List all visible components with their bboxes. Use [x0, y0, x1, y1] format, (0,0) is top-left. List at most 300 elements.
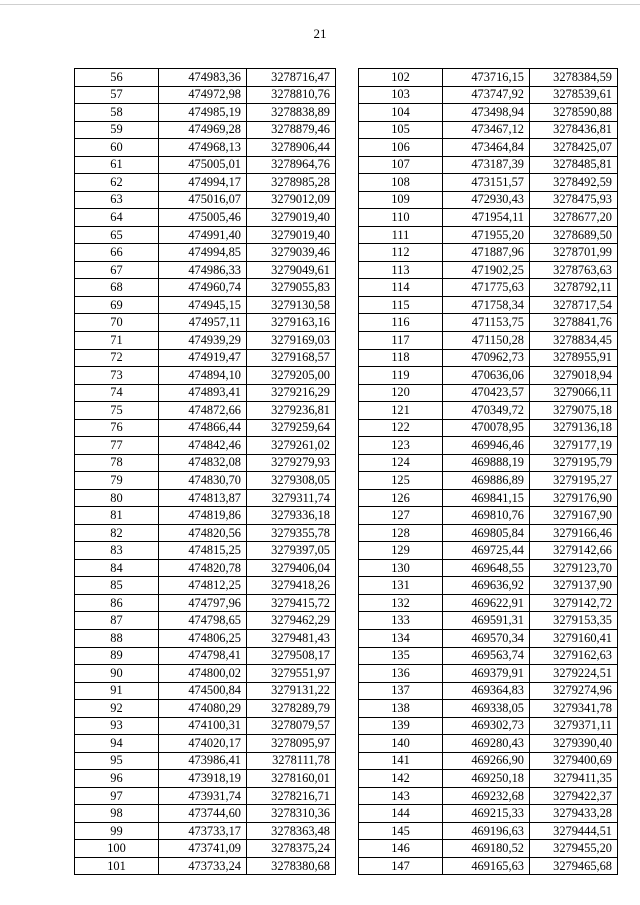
- point-number-cell: 80: [75, 489, 159, 507]
- x-coordinate-cell: 474968,13: [159, 139, 247, 157]
- table-row: [359, 682, 618, 700]
- table-row: [359, 437, 618, 455]
- point-number-cell: 67: [75, 261, 159, 279]
- y-coordinate-cell: 3279019,40: [247, 226, 336, 244]
- y-coordinate-cell: 3279167,90: [530, 507, 618, 525]
- x-coordinate-cell: 473716,15: [443, 69, 530, 87]
- y-coordinate-cell: 3279177,19: [530, 437, 618, 455]
- point-number-cell: 106: [359, 139, 443, 157]
- y-coordinate-cell: 3279433,28: [530, 805, 618, 823]
- point-number-cell: 75: [75, 402, 159, 420]
- table-row: [75, 402, 336, 420]
- x-coordinate-cell: 473151,57: [443, 174, 530, 192]
- x-coordinate-cell: 469888,19: [443, 454, 530, 472]
- x-coordinate-cell: 469570,34: [443, 630, 530, 648]
- y-coordinate-cell: 3278475,93: [530, 191, 618, 209]
- x-coordinate-cell: 470962,73: [443, 349, 530, 367]
- x-coordinate-cell: 474020,17: [159, 735, 247, 753]
- x-coordinate-cell: 474797,96: [159, 594, 247, 612]
- point-number-cell: 131: [359, 577, 443, 595]
- point-number-cell: 128: [359, 524, 443, 542]
- x-coordinate-cell: 471954,11: [443, 209, 530, 227]
- x-coordinate-cell: 474080,29: [159, 700, 247, 718]
- point-number-cell: 104: [359, 104, 443, 122]
- y-coordinate-cell: 3278375,24: [247, 840, 336, 858]
- point-number-cell: 87: [75, 612, 159, 630]
- point-number-cell: 76: [75, 419, 159, 437]
- point-number-cell: 140: [359, 735, 443, 753]
- point-number-cell: 119: [359, 367, 443, 385]
- y-coordinate-cell: 3279422,37: [530, 787, 618, 805]
- x-coordinate-cell: 470636,06: [443, 367, 530, 385]
- x-coordinate-cell: 474842,46: [159, 437, 247, 455]
- y-coordinate-cell: 3278590,88: [530, 104, 618, 122]
- point-number-cell: 93: [75, 717, 159, 735]
- point-number-cell: 124: [359, 454, 443, 472]
- point-number-cell: 95: [75, 752, 159, 770]
- y-coordinate-cell: 3278985,28: [247, 174, 336, 192]
- x-coordinate-cell: 474798,65: [159, 612, 247, 630]
- table-row: [75, 314, 336, 332]
- x-coordinate-cell: 474960,74: [159, 279, 247, 297]
- y-coordinate-cell: 3279130,58: [247, 296, 336, 314]
- y-coordinate-cell: 3279160,41: [530, 630, 618, 648]
- point-number-cell: 82: [75, 524, 159, 542]
- table-row: [75, 594, 336, 612]
- point-number-cell: 89: [75, 647, 159, 665]
- table-row: [75, 840, 336, 858]
- point-number-cell: 85: [75, 577, 159, 595]
- table-row: [359, 770, 618, 788]
- point-number-cell: 139: [359, 717, 443, 735]
- y-coordinate-cell: 3278425,07: [530, 139, 618, 157]
- y-coordinate-cell: 3278964,76: [247, 156, 336, 174]
- x-coordinate-cell: 473464,84: [443, 139, 530, 157]
- y-coordinate-cell: 3278079,57: [247, 717, 336, 735]
- point-number-cell: 118: [359, 349, 443, 367]
- table-row: [75, 524, 336, 542]
- y-coordinate-cell: 3279397,05: [247, 542, 336, 560]
- table-row: [75, 279, 336, 297]
- table-row: [75, 367, 336, 385]
- point-number-cell: 73: [75, 367, 159, 385]
- table-row: [359, 647, 618, 665]
- x-coordinate-cell: 469946,46: [443, 437, 530, 455]
- point-number-cell: 129: [359, 542, 443, 560]
- coordinates-table-right: [358, 68, 618, 875]
- table-row: [75, 700, 336, 718]
- x-coordinate-cell: 469302,73: [443, 717, 530, 735]
- table-row: [359, 156, 618, 174]
- point-number-cell: 57: [75, 86, 159, 104]
- table-row: [75, 489, 336, 507]
- x-coordinate-cell: 474957,11: [159, 314, 247, 332]
- table-row: [359, 822, 618, 840]
- point-number-cell: 132: [359, 594, 443, 612]
- y-coordinate-cell: 3279136,18: [530, 419, 618, 437]
- point-number-cell: 66: [75, 244, 159, 262]
- y-coordinate-cell: 3279418,26: [247, 577, 336, 595]
- point-number-cell: 146: [359, 840, 443, 858]
- y-coordinate-cell: 3278906,44: [247, 139, 336, 157]
- y-coordinate-cell: 3279168,57: [247, 349, 336, 367]
- table-row: [359, 507, 618, 525]
- x-coordinate-cell: 474994,17: [159, 174, 247, 192]
- point-number-cell: 68: [75, 279, 159, 297]
- x-coordinate-cell: 474812,25: [159, 577, 247, 595]
- y-coordinate-cell: 3279465,68: [530, 857, 618, 875]
- table-row: [359, 209, 618, 227]
- table-row: [359, 577, 618, 595]
- x-coordinate-cell: 471887,96: [443, 244, 530, 262]
- table-row: [75, 665, 336, 683]
- table-row: [359, 261, 618, 279]
- x-coordinate-cell: 471153,75: [443, 314, 530, 332]
- y-coordinate-cell: 3279390,40: [530, 735, 618, 753]
- point-number-cell: 126: [359, 489, 443, 507]
- y-coordinate-cell: 3279166,46: [530, 524, 618, 542]
- table-row: [359, 665, 618, 683]
- point-number-cell: 138: [359, 700, 443, 718]
- x-coordinate-cell: 469622,91: [443, 594, 530, 612]
- table-row: [75, 612, 336, 630]
- table-row: [359, 86, 618, 104]
- point-number-cell: 96: [75, 770, 159, 788]
- table-row: [359, 700, 618, 718]
- y-coordinate-cell: 3278310,36: [247, 805, 336, 823]
- y-coordinate-cell: 3279259,64: [247, 419, 336, 437]
- x-coordinate-cell: 474830,70: [159, 472, 247, 490]
- point-number-cell: 100: [75, 840, 159, 858]
- point-number-cell: 86: [75, 594, 159, 612]
- point-number-cell: 81: [75, 507, 159, 525]
- x-coordinate-cell: 475005,46: [159, 209, 247, 227]
- point-number-cell: 77: [75, 437, 159, 455]
- x-coordinate-cell: 469725,44: [443, 542, 530, 560]
- y-coordinate-cell: 3278539,61: [530, 86, 618, 104]
- x-coordinate-cell: 473747,92: [443, 86, 530, 104]
- table-row: [75, 805, 336, 823]
- y-coordinate-cell: 3279039,46: [247, 244, 336, 262]
- y-coordinate-cell: 3279049,61: [247, 261, 336, 279]
- y-coordinate-cell: 3279279,93: [247, 454, 336, 472]
- y-coordinate-cell: 3278436,81: [530, 121, 618, 139]
- point-number-cell: 71: [75, 331, 159, 349]
- table-row: [75, 261, 336, 279]
- point-number-cell: 83: [75, 542, 159, 560]
- table-row: [359, 419, 618, 437]
- point-number-cell: 64: [75, 209, 159, 227]
- x-coordinate-cell: 469266,90: [443, 752, 530, 770]
- x-coordinate-cell: 469215,33: [443, 805, 530, 823]
- y-coordinate-cell: 3279371,11: [530, 717, 618, 735]
- table-row: [75, 454, 336, 472]
- x-coordinate-cell: 471150,28: [443, 331, 530, 349]
- x-coordinate-cell: 473744,60: [159, 805, 247, 823]
- point-number-cell: 110: [359, 209, 443, 227]
- y-coordinate-cell: 3278095,97: [247, 735, 336, 753]
- x-coordinate-cell: 469805,84: [443, 524, 530, 542]
- x-coordinate-cell: 474872,66: [159, 402, 247, 420]
- x-coordinate-cell: 473733,17: [159, 822, 247, 840]
- table-row: [359, 279, 618, 297]
- x-coordinate-cell: 469232,68: [443, 787, 530, 805]
- point-number-cell: 108: [359, 174, 443, 192]
- point-number-cell: 133: [359, 612, 443, 630]
- x-coordinate-cell: 474939,29: [159, 331, 247, 349]
- table-row: [75, 296, 336, 314]
- x-coordinate-cell: 469250,18: [443, 770, 530, 788]
- table-row: [359, 630, 618, 648]
- table-row: [359, 139, 618, 157]
- table-row: [75, 209, 336, 227]
- point-number-cell: 105: [359, 121, 443, 139]
- table-row: [359, 331, 618, 349]
- x-coordinate-cell: 469165,63: [443, 857, 530, 875]
- table-row: [75, 735, 336, 753]
- y-coordinate-cell: 3279019,40: [247, 209, 336, 227]
- x-coordinate-cell: 473733,24: [159, 857, 247, 875]
- table-row: [75, 577, 336, 595]
- y-coordinate-cell: 3278716,47: [247, 69, 336, 87]
- table-row: [359, 121, 618, 139]
- x-coordinate-cell: 474919,47: [159, 349, 247, 367]
- table-row: [359, 787, 618, 805]
- point-number-cell: 90: [75, 665, 159, 683]
- y-coordinate-cell: 3279415,72: [247, 594, 336, 612]
- y-coordinate-cell: 3279195,27: [530, 472, 618, 490]
- x-coordinate-cell: 474819,86: [159, 507, 247, 525]
- y-coordinate-cell: 3278841,76: [530, 314, 618, 332]
- x-coordinate-cell: 474985,19: [159, 104, 247, 122]
- x-coordinate-cell: 473931,74: [159, 787, 247, 805]
- x-coordinate-cell: 474894,10: [159, 367, 247, 385]
- x-coordinate-cell: 474813,87: [159, 489, 247, 507]
- y-coordinate-cell: 3279163,16: [247, 314, 336, 332]
- point-number-cell: 72: [75, 349, 159, 367]
- point-number-cell: 63: [75, 191, 159, 209]
- page-number: 21: [313, 26, 327, 41]
- point-number-cell: 143: [359, 787, 443, 805]
- table-row: [359, 542, 618, 560]
- point-number-cell: 78: [75, 454, 159, 472]
- point-number-cell: 116: [359, 314, 443, 332]
- point-number-cell: 101: [75, 857, 159, 875]
- table-row: [359, 384, 618, 402]
- table-row: [359, 367, 618, 385]
- x-coordinate-cell: 473741,09: [159, 840, 247, 858]
- y-coordinate-cell: 3279411,35: [530, 770, 618, 788]
- y-coordinate-cell: 3279462,29: [247, 612, 336, 630]
- y-coordinate-cell: 3278792,11: [530, 279, 618, 297]
- x-coordinate-cell: 474806,25: [159, 630, 247, 648]
- table-row: [359, 489, 618, 507]
- table-row: [359, 559, 618, 577]
- y-coordinate-cell: 3279216,29: [247, 384, 336, 402]
- table-row: [75, 86, 336, 104]
- x-coordinate-cell: 474820,56: [159, 524, 247, 542]
- y-coordinate-cell: 3279236,81: [247, 402, 336, 420]
- x-coordinate-cell: 469591,31: [443, 612, 530, 630]
- y-coordinate-cell: 3279508,17: [247, 647, 336, 665]
- point-number-cell: 98: [75, 805, 159, 823]
- point-number-cell: 113: [359, 261, 443, 279]
- x-coordinate-cell: 471902,25: [443, 261, 530, 279]
- x-coordinate-cell: 475005,01: [159, 156, 247, 174]
- y-coordinate-cell: 3278384,59: [530, 69, 618, 87]
- point-number-cell: 122: [359, 419, 443, 437]
- point-number-cell: 61: [75, 156, 159, 174]
- point-number-cell: 102: [359, 69, 443, 87]
- x-coordinate-cell: 469636,92: [443, 577, 530, 595]
- point-number-cell: 142: [359, 770, 443, 788]
- point-number-cell: 79: [75, 472, 159, 490]
- x-coordinate-cell: 473187,39: [443, 156, 530, 174]
- y-coordinate-cell: 3279341,78: [530, 700, 618, 718]
- table-row: [359, 349, 618, 367]
- y-coordinate-cell: 3279153,35: [530, 612, 618, 630]
- table-row: [359, 752, 618, 770]
- y-coordinate-cell: 3279123,70: [530, 559, 618, 577]
- y-coordinate-cell: 3279131,22: [247, 682, 336, 700]
- point-number-cell: 84: [75, 559, 159, 577]
- x-coordinate-cell: 474800,02: [159, 665, 247, 683]
- point-number-cell: 130: [359, 559, 443, 577]
- point-number-cell: 70: [75, 314, 159, 332]
- point-number-cell: 135: [359, 647, 443, 665]
- table-row: [75, 69, 336, 87]
- y-coordinate-cell: 3279308,05: [247, 472, 336, 490]
- table-row: [359, 805, 618, 823]
- point-number-cell: 65: [75, 226, 159, 244]
- table-row: [359, 296, 618, 314]
- x-coordinate-cell: 469379,91: [443, 665, 530, 683]
- point-number-cell: 137: [359, 682, 443, 700]
- table-row: [75, 121, 336, 139]
- table-row: [359, 857, 618, 875]
- coordinates-table-left: [74, 68, 336, 875]
- table-row: [75, 647, 336, 665]
- table-row: [75, 174, 336, 192]
- y-coordinate-cell: 3279055,83: [247, 279, 336, 297]
- y-coordinate-cell: 3278717,54: [530, 296, 618, 314]
- x-coordinate-cell: 469338,05: [443, 700, 530, 718]
- table-row: [359, 454, 618, 472]
- x-coordinate-cell: 474100,31: [159, 717, 247, 735]
- point-number-cell: 99: [75, 822, 159, 840]
- table-row: [359, 226, 618, 244]
- y-coordinate-cell: 3279274,96: [530, 682, 618, 700]
- point-number-cell: 58: [75, 104, 159, 122]
- x-coordinate-cell: 474500,84: [159, 682, 247, 700]
- point-number-cell: 103: [359, 86, 443, 104]
- table-row: [359, 314, 618, 332]
- point-number-cell: 115: [359, 296, 443, 314]
- y-coordinate-cell: 3278810,76: [247, 86, 336, 104]
- point-number-cell: 91: [75, 682, 159, 700]
- y-coordinate-cell: 3279336,18: [247, 507, 336, 525]
- table-row: [359, 472, 618, 490]
- y-coordinate-cell: 3279551,97: [247, 665, 336, 683]
- point-number-cell: 127: [359, 507, 443, 525]
- y-coordinate-cell: 3279075,18: [530, 402, 618, 420]
- table-row: [75, 139, 336, 157]
- table-row: [75, 472, 336, 490]
- y-coordinate-cell: 3278677,20: [530, 209, 618, 227]
- point-number-cell: 123: [359, 437, 443, 455]
- table-row: [75, 244, 336, 262]
- table-row: [75, 349, 336, 367]
- x-coordinate-cell: 473986,41: [159, 752, 247, 770]
- x-coordinate-cell: 474983,36: [159, 69, 247, 87]
- point-number-cell: 112: [359, 244, 443, 262]
- point-number-cell: 74: [75, 384, 159, 402]
- point-number-cell: 69: [75, 296, 159, 314]
- x-coordinate-cell: 471758,34: [443, 296, 530, 314]
- x-coordinate-cell: 473467,12: [443, 121, 530, 139]
- point-number-cell: 145: [359, 822, 443, 840]
- x-coordinate-cell: 470078,95: [443, 419, 530, 437]
- table-row: [75, 419, 336, 437]
- x-coordinate-cell: 474994,85: [159, 244, 247, 262]
- x-coordinate-cell: 474972,98: [159, 86, 247, 104]
- table-row: [75, 822, 336, 840]
- x-coordinate-cell: 474986,33: [159, 261, 247, 279]
- table-row: [75, 384, 336, 402]
- x-coordinate-cell: 474969,28: [159, 121, 247, 139]
- y-coordinate-cell: 3279444,51: [530, 822, 618, 840]
- x-coordinate-cell: 473918,19: [159, 770, 247, 788]
- point-number-cell: 144: [359, 805, 443, 823]
- x-coordinate-cell: 474893,41: [159, 384, 247, 402]
- x-coordinate-cell: 474866,44: [159, 419, 247, 437]
- x-coordinate-cell: 471775,63: [443, 279, 530, 297]
- point-number-cell: 121: [359, 402, 443, 420]
- y-coordinate-cell: 3278160,01: [247, 770, 336, 788]
- y-coordinate-cell: 3279355,78: [247, 524, 336, 542]
- point-number-cell: 147: [359, 857, 443, 875]
- point-number-cell: 111: [359, 226, 443, 244]
- y-coordinate-cell: 3279142,66: [530, 542, 618, 560]
- y-coordinate-cell: 3278955,91: [530, 349, 618, 367]
- point-number-cell: 141: [359, 752, 443, 770]
- point-number-cell: 56: [75, 69, 159, 87]
- x-coordinate-cell: 474991,40: [159, 226, 247, 244]
- y-coordinate-cell: 3279224,51: [530, 665, 618, 683]
- x-coordinate-cell: 474815,25: [159, 542, 247, 560]
- x-coordinate-cell: 470349,72: [443, 402, 530, 420]
- y-coordinate-cell: 3278380,68: [247, 857, 336, 875]
- x-coordinate-cell: 472930,43: [443, 191, 530, 209]
- point-number-cell: 94: [75, 735, 159, 753]
- x-coordinate-cell: 469648,55: [443, 559, 530, 577]
- table-row: [359, 191, 618, 209]
- table-row: [75, 437, 336, 455]
- table-row: [359, 612, 618, 630]
- y-coordinate-cell: 3279176,90: [530, 489, 618, 507]
- top-rule: [0, 4, 640, 5]
- point-number-cell: 92: [75, 700, 159, 718]
- x-coordinate-cell: 469280,43: [443, 735, 530, 753]
- point-number-cell: 62: [75, 174, 159, 192]
- table-row: [359, 735, 618, 753]
- table-row: [75, 226, 336, 244]
- table-row: [359, 717, 618, 735]
- y-coordinate-cell: 3278289,79: [247, 700, 336, 718]
- y-coordinate-cell: 3278363,48: [247, 822, 336, 840]
- y-coordinate-cell: 3279455,20: [530, 840, 618, 858]
- y-coordinate-cell: 3279169,03: [247, 331, 336, 349]
